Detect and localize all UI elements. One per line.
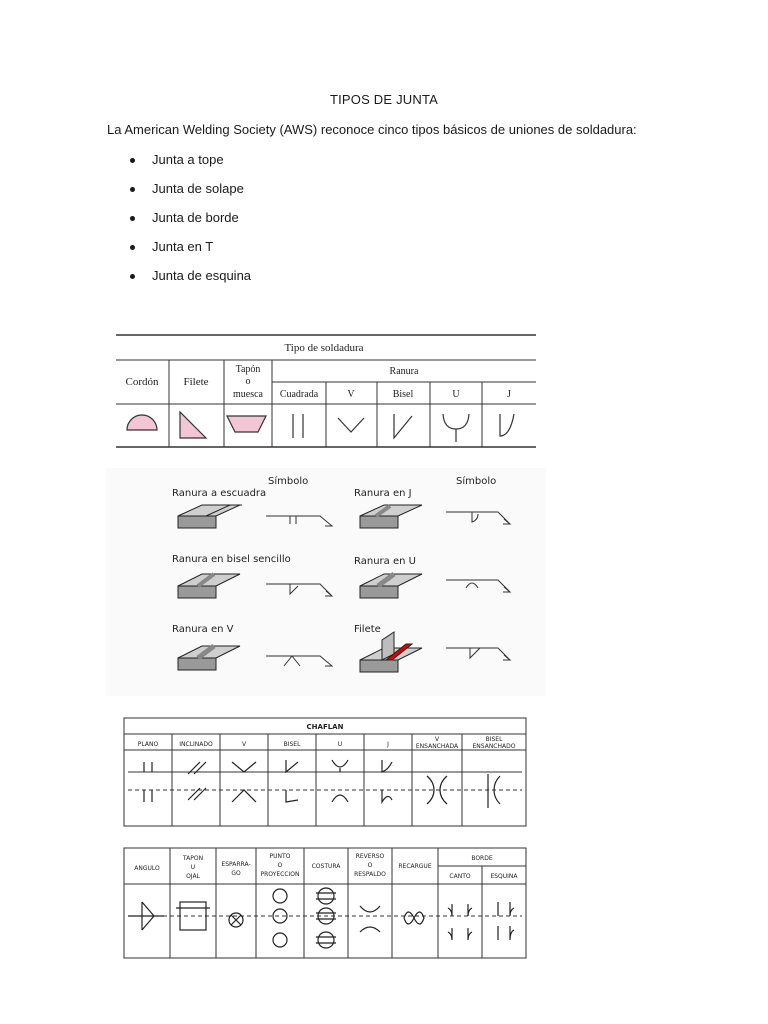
col-reverso-3: RESPALDO bbox=[354, 871, 386, 878]
u-symbol bbox=[443, 414, 469, 442]
chaflan-table-figure bbox=[122, 716, 530, 828]
col-esparrago-1: ESPARRA- bbox=[221, 861, 251, 868]
j-symbol bbox=[500, 414, 514, 436]
col-tapon: Tapón bbox=[235, 364, 261, 375]
label-filete: Filete bbox=[354, 624, 381, 635]
costura-symbol bbox=[316, 888, 336, 948]
col-cuadrada: Cuadrada bbox=[279, 389, 319, 400]
list-item: Junta a tope bbox=[130, 152, 251, 181]
list-item: Junta de esquina bbox=[130, 268, 251, 297]
punto-symbol-bot bbox=[273, 933, 287, 947]
col-tapon-o: o bbox=[245, 376, 251, 387]
ranura-header: Ranura bbox=[389, 366, 419, 377]
bisel-symbol bbox=[394, 414, 412, 438]
col-inclinado: INCLINADO bbox=[179, 741, 213, 748]
col-bisel: Bisel bbox=[392, 389, 414, 400]
col-canto: CANTO bbox=[449, 873, 471, 880]
table-header: Tipo de soldadura bbox=[284, 342, 364, 354]
bisel-symbol bbox=[286, 760, 298, 802]
col-punto-1: PUNTO bbox=[269, 853, 291, 860]
col-angulo: ANGULO bbox=[134, 865, 160, 872]
page-title: TIPOS DE JUNTA bbox=[329, 92, 438, 107]
col-costura: COSTURA bbox=[311, 863, 341, 870]
col-recargue: RECARGUE bbox=[398, 863, 432, 870]
misc-weld-symbols-figure bbox=[122, 846, 530, 960]
inclinado-symbol bbox=[188, 762, 206, 800]
canto-symbol bbox=[448, 904, 472, 940]
reverso-symbol bbox=[360, 906, 380, 932]
simbolo-label-left: Símbolo bbox=[268, 476, 309, 487]
list-item: Junta en T bbox=[130, 239, 251, 268]
simbolo-label-right: Símbolo bbox=[456, 476, 497, 487]
weld-type-table-figure bbox=[114, 332, 538, 450]
col-u: U bbox=[452, 389, 460, 400]
label-ranura-escuadra: Ranura a escuadra bbox=[172, 488, 267, 499]
col-tapon-3: OJAL bbox=[186, 873, 200, 880]
col-punto-2: O bbox=[277, 862, 283, 869]
u-symbol bbox=[332, 760, 348, 802]
cuadrada-symbol bbox=[293, 414, 303, 438]
col-filete: Filete bbox=[183, 376, 209, 388]
col-u: U bbox=[337, 741, 343, 748]
col-bisel-ensanchado-1: BISEL bbox=[485, 736, 503, 743]
col-esparrago-2: GO bbox=[231, 870, 241, 877]
label-ranura-j: Ranura en J bbox=[354, 488, 412, 499]
col-j: J bbox=[387, 741, 389, 748]
list-item: Junta de solape bbox=[130, 181, 251, 210]
label-ranura-v: Ranura en V bbox=[172, 624, 234, 635]
col-bisel-ensanchado-2: ENSANCHADO bbox=[472, 743, 516, 750]
label-ranura-u: Ranura en U bbox=[354, 556, 416, 567]
col-esquina: ESQUINA bbox=[490, 873, 518, 880]
joint-type-list bbox=[130, 152, 251, 297]
chaflan-header: CHAFLAN bbox=[306, 723, 344, 731]
groove-symbols-figure bbox=[106, 468, 546, 696]
angulo-symbol bbox=[128, 902, 164, 930]
col-v-ensanchada-2: ENSANCHADA bbox=[415, 743, 459, 750]
v-symbol bbox=[338, 418, 364, 432]
j-symbol bbox=[382, 760, 392, 802]
col-v: V bbox=[241, 741, 247, 748]
col-reverso-1: REVERSO bbox=[355, 853, 385, 860]
borde-header: BORDE bbox=[471, 855, 493, 862]
col-cordon: Cordón bbox=[125, 376, 159, 388]
col-j: J bbox=[507, 389, 511, 400]
recargue-symbol bbox=[404, 912, 424, 924]
col-v-ensanchada-1: V bbox=[434, 736, 440, 743]
col-tapon-2: U bbox=[190, 864, 196, 871]
filete-symbol bbox=[180, 412, 206, 438]
esquina-symbol bbox=[498, 902, 514, 940]
col-plano: PLANO bbox=[137, 741, 159, 748]
col-muesca: muesca bbox=[233, 389, 263, 400]
list-item: Junta de borde bbox=[130, 210, 251, 239]
col-tapon-1: TAPON bbox=[182, 855, 204, 862]
col-bisel: BISEL bbox=[283, 741, 301, 748]
bisel-ensanchado-symbol bbox=[488, 774, 500, 808]
intro-paragraph: La American Welding Society (AWS) reconoce cinco tipos básicos de uniones de soldadura: bbox=[107, 122, 637, 137]
punto-symbol-top bbox=[273, 889, 287, 903]
col-punto-3: PROYECCION bbox=[260, 871, 300, 878]
label-ranura-bisel: Ranura en bisel sencillo bbox=[172, 554, 291, 565]
v-symbol bbox=[232, 762, 256, 802]
col-reverso-2: O bbox=[367, 862, 373, 869]
plano-symbol bbox=[144, 762, 152, 802]
cordon-symbol bbox=[127, 415, 157, 430]
tapon-symbol bbox=[227, 416, 266, 432]
col-v: V bbox=[347, 389, 355, 400]
